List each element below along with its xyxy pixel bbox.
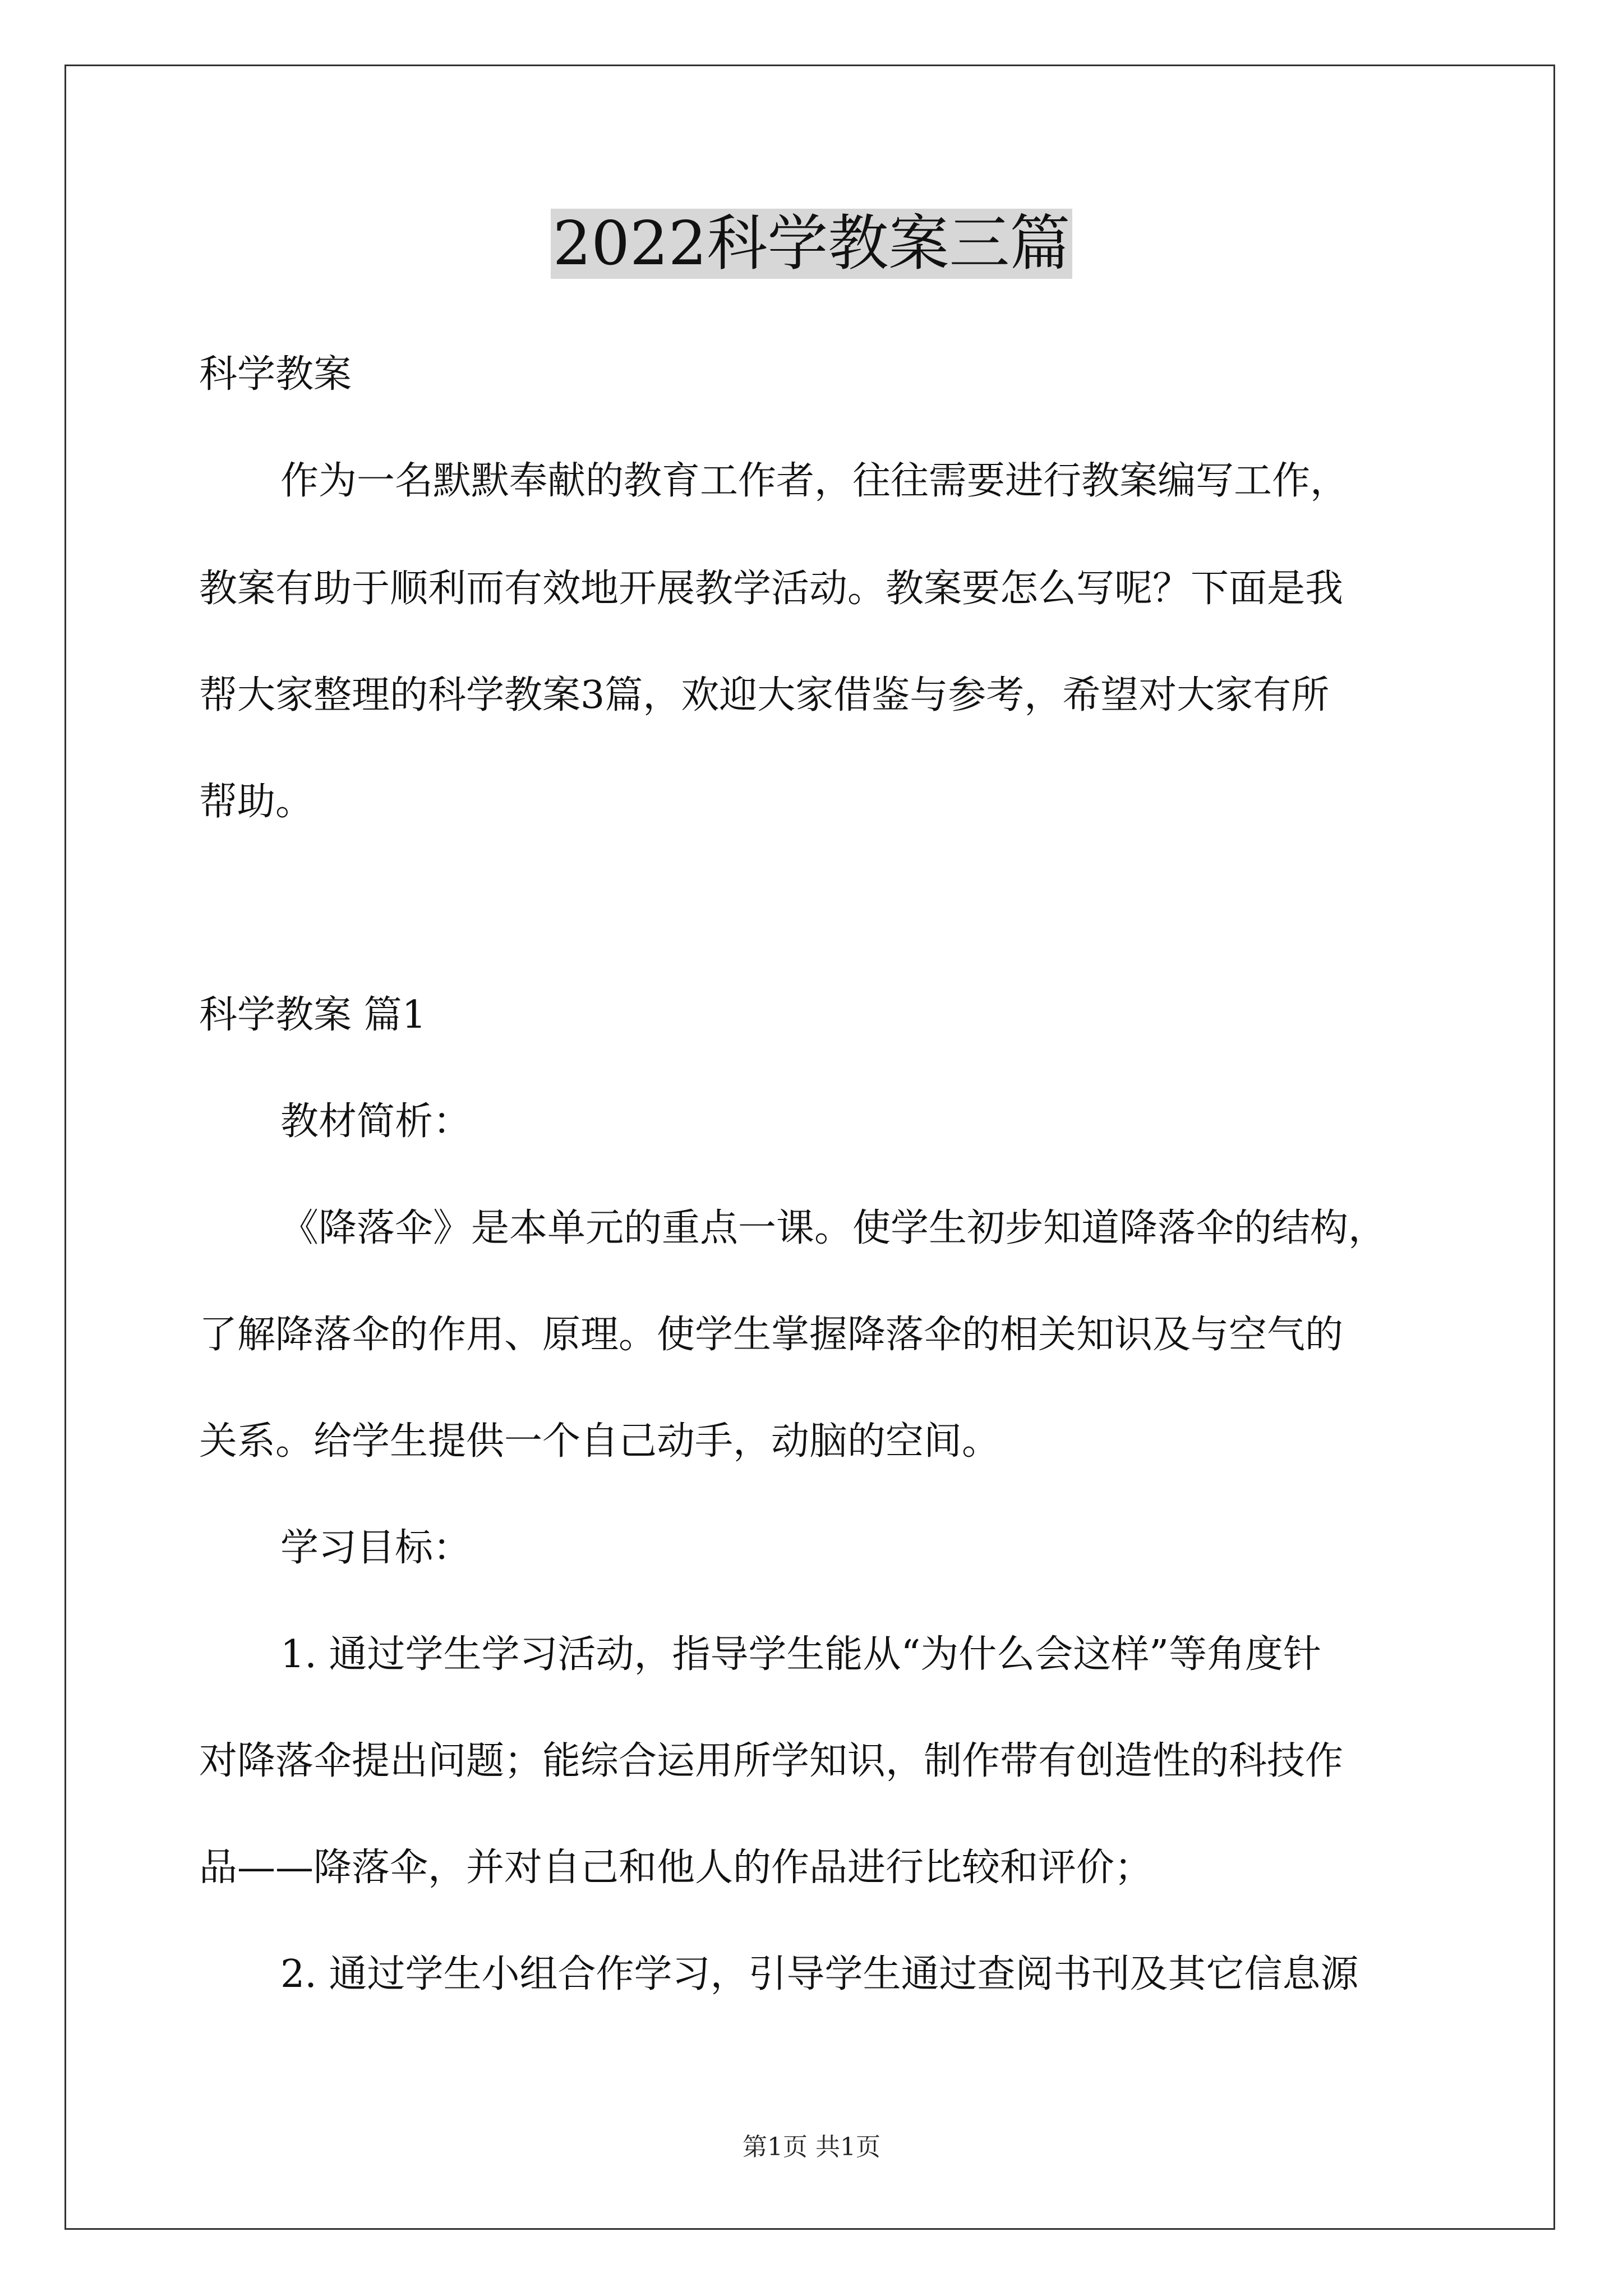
intro-paragraph-line-1: 作为一名默默奉献的教育工作者，往往需要进行教案编写工作， <box>280 459 1349 503</box>
section-heading-intro: 科学教案 <box>199 352 352 397</box>
subheading-materials: 教材简析： <box>280 1099 472 1144</box>
materials-paragraph-line-1: 《降落伞》是本单元的重点一课。使学生初步知道降落伞的结构， <box>280 1206 1387 1250</box>
intro-paragraph-line-3: 帮大家整理的科学教案3篇，欢迎大家借鉴与参考，希望对大家有所 <box>199 673 1330 717</box>
document-title <box>0 208 1623 280</box>
objective-1-line-1: 1. 通过学生学习活动，指导学生能从“为什么会这样”等角度针 <box>280 1632 1322 1677</box>
objective-2-line-1: 2. 通过学生小组合作学习，引导学生通过查阅书刊及其它信息源 <box>280 1952 1359 1996</box>
page-footer: 第1页 共1页 <box>743 2133 880 2161</box>
intro-paragraph-line-2: 教案有助于顺利而有效地开展教学活动。教案要怎么写呢？下面是我 <box>199 567 1344 611</box>
section-heading-part-1: 科学教案 篇1 <box>199 993 426 1037</box>
materials-paragraph-line-2: 了解降落伞的作用、原理。使学生掌握降落伞的相关知识及与空气的 <box>199 1313 1344 1357</box>
document-title-text: 2022科学教案三篇 <box>551 209 1073 279</box>
subheading-objectives: 学习目标： <box>280 1526 472 1570</box>
intro-paragraph-line-4: 帮助。 <box>199 780 314 824</box>
objective-1-line-2: 对降落伞提出问题；能综合运用所学知识，制作带有创造性的科技作 <box>199 1739 1344 1783</box>
objective-1-line-3: 品——降落伞，并对自己和他人的作品进行比较和评价； <box>199 1846 1153 1890</box>
materials-paragraph-line-3: 关系。给学生提供一个自己动手，动脑的空间。 <box>199 1419 1000 1464</box>
